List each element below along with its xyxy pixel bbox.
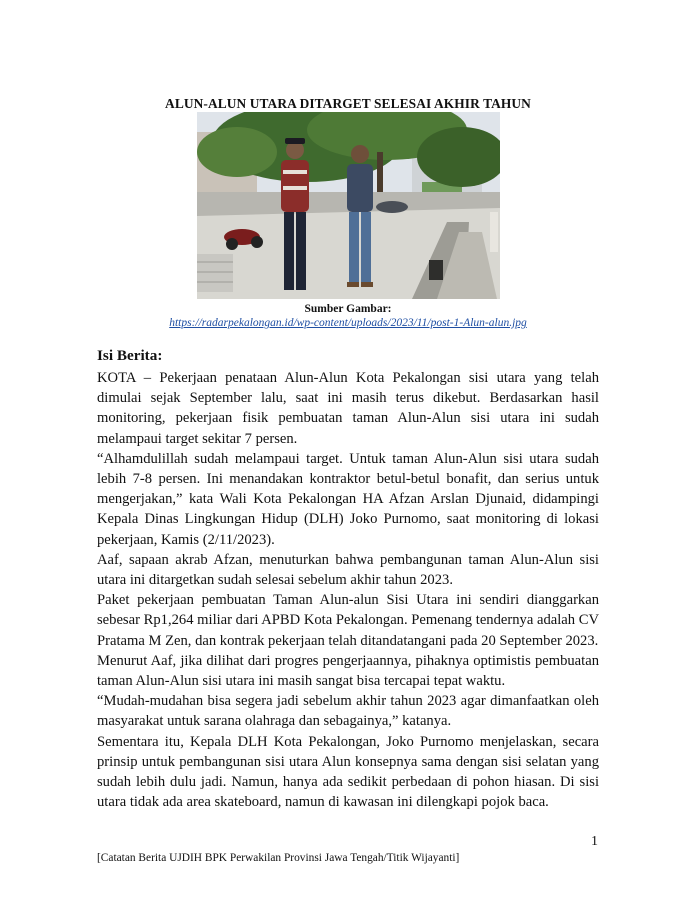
- article-body: [97, 368, 599, 812]
- paragraph-2: “Alhamdulillah sudah melampaui target. Untuk taman Alun-Alun sisi utara sudah lebih 7-8 persen. Ini menandakan kontraktor betul-betul bonafit, dan serius untuk mengerjakan,” kata Wali Kota Pekalongan HA Afzan Arslan Djunaid, didampingi Kepala Dinas Lingkungan Hidup (DLH) Joko Purnomo, saat monitoring di lokasi pekerjaan, Kamis (2/11/2023).: [97, 450, 599, 548]
- paragraph-4: Paket pekerjaan pembuatan Taman Alun-alun Sisi Utara ini sendiri dianggarkan sebesar Rp1,264 miliar dari APBD Kota Pekalongan. Pemenang tendernya adalah CV Pratama M Zen, dan kontrak pekerjaan telah ditandatangani pada 20 September 2023.: [97, 592, 599, 649]
- news-photo: [197, 112, 500, 299]
- paragraph-1: KOTA – Pekerjaan penataan Alun-Alun Kota Pekalongan sisi utara yang telah dimulai sejak September lalu, saat ini masih terus dikebut. Berdasarkan hasil monitoring, pekerjaan fisik pembuatan taman Alun-Alun sisi utara ini sudah melampaui target sekitar 7 persen.: [97, 370, 599, 447]
- paragraph-3: Aaf, sapaan akrab Afzan, menuturkan bahwa pembangunan taman Alun-Alun sisi utara ini ditargetkan sudah selesai sebelum akhir tahun 2023.: [97, 551, 599, 589]
- paragraph-7: Sementara itu, Kepala DLH Kota Pekalongan, Joko Purnomo menjelaskan, secara prinsip untuk pembangunan sisi utara Alun konsepnya sama dengan sisi selatan yang sudah lebih dulu jadi. Namun, hanya ada sedikit perbedaan di pohon hiasan. Di sisi utara tidak ada area skateboard, namun di kawasan ini dilengkapi pojok baca.: [97, 733, 599, 811]
- section-heading: Isi Berita:: [97, 347, 163, 364]
- page-number: 1: [591, 834, 598, 849]
- image-source-link[interactable]: https://radarpekalongan.id/wp-content/uploads/2023/11/post-1-Alun-alun.jpg: [169, 317, 527, 329]
- image-caption-label: Sumber Gambar:: [304, 303, 392, 315]
- paragraph-5: Menurut Aaf, jika dilihat dari progres pengerjaannya, pihaknya optimistis pembuatan taman Alun-Alun sisi utara ini masih sangat bisa tercapai tepat waktu.: [97, 652, 599, 690]
- paragraph-6: “Mudah-mudahan bisa segera jadi sebelum akhir tahun 2023 agar dimanfaatkan oleh masyarakat untuk sarana olahraga dan sebagainya,” katanya.: [97, 693, 599, 730]
- image-caption: [0, 302, 696, 330]
- page-footer: [Catatan Berita UJDIH BPK Perwakilan Provinsi Jawa Tengah/Titik Wijayanti]: [97, 852, 460, 864]
- document-title: ALUN-ALUN UTARA DITARGET SELESAI AKHIR TAHUN: [165, 96, 531, 111]
